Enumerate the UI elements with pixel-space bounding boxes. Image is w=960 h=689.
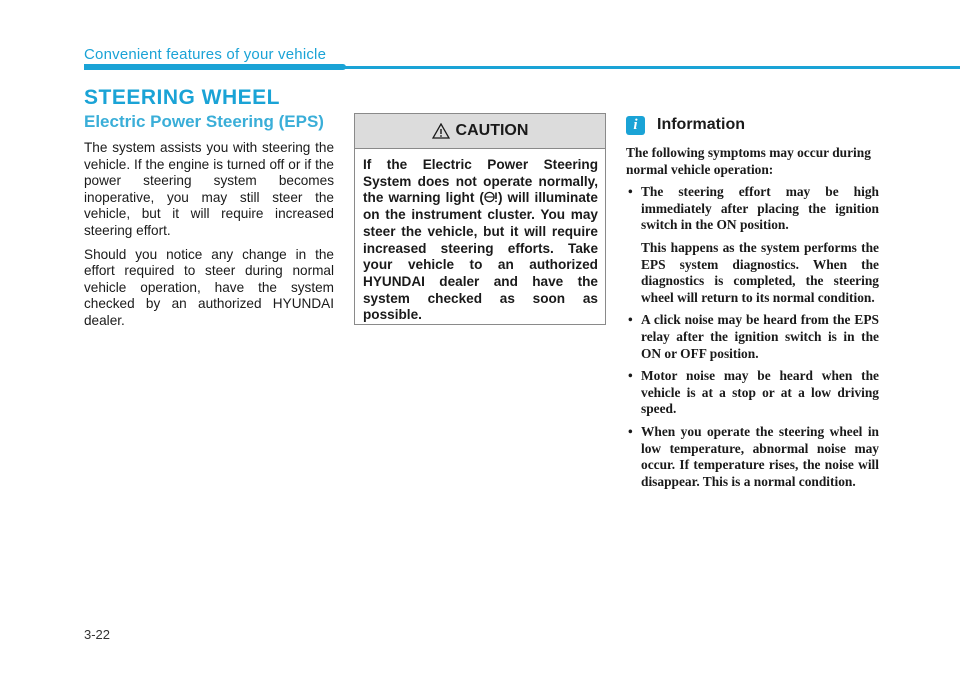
caution-label: CAUTION: [455, 122, 529, 139]
list-item-text: • The steering effort may be high immediately after placing the ignition switch in the ON position.: [641, 184, 879, 233]
section-title: STEERING WHEEL: [84, 86, 281, 109]
list-item: [626, 312, 879, 362]
eps-paragraph-1: The system assists you with steering the vehicle. If the engine is turned off or if the power steering system becomes inoperative, you may still steer the vehicle, but it will require increased steering effort.: [84, 140, 334, 238]
eps-paragraph-2: Should you notice any change in the effort required to steer during normal vehicle operation, have the system checked by an authorized HYUNDAI dealer.: [84, 246, 334, 328]
information-column: [626, 113, 879, 496]
list-item-subtext: This happens as the system performs the EPS system diagnostics. When the diagnostics is completed, the steering wheel will return to its normal condition.: [641, 239, 879, 305]
header-rule: [84, 66, 960, 69]
information-list: [626, 184, 879, 490]
list-item: [626, 424, 879, 490]
list-item: [626, 368, 879, 418]
eps-subhead: Electric Power Steering (EPS): [84, 112, 324, 131]
information-header: [626, 113, 879, 137]
list-item: [626, 184, 879, 306]
warning-triangle-icon: [432, 123, 450, 139]
eps-column: [84, 112, 334, 337]
info-icon: i: [626, 116, 645, 135]
list-item-text: • When you operate the steering wheel in low temperature, abnormal noise may occur. If temperature rises, the noise will disappear. This is a normal condition.: [641, 423, 879, 489]
information-intro: The following symptoms may occur during normal vehicle operation:: [626, 145, 871, 177]
chapter-title: Convenient features of your vehicle: [84, 46, 327, 63]
eps-warning-icon: [484, 191, 498, 203]
caution-text-part-2: ) will illuminate on the instrument cluster. You may steer the vehicle, but it will require increased steering efforts. Take your vehicle to an authorized HYUNDAI dealer and have the system checked as soon as possible.: [363, 190, 598, 323]
page-number: 3-22: [84, 627, 111, 642]
caution-text: [355, 149, 605, 324]
caution-header: [355, 114, 605, 149]
caution-box: [354, 113, 606, 325]
caution-text-part-1: If the Electric Power Steering System does not operate normally, the warning light (: [363, 157, 598, 206]
information-label: Information: [657, 116, 745, 133]
list-item-text: • A click noise may be heard from the EPS relay after the ignition switch is in the ON or OFF position.: [641, 312, 879, 361]
list-item-text: • Motor noise may be heard when the vehicle is at a stop or at a low driving speed.: [641, 368, 879, 417]
